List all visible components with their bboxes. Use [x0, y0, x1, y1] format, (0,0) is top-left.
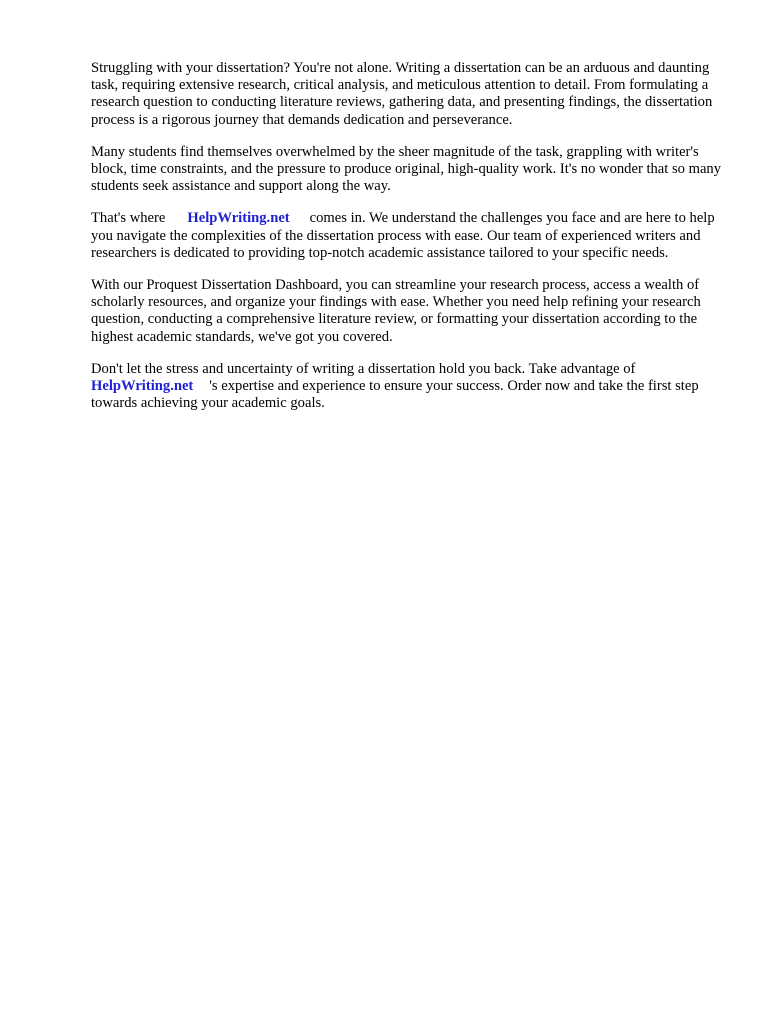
- paragraph-dashboard: With our Proquest Dissertation Dashboard, you can streamline your research process, access a wealth of scholarly resources, and organize your findings with ease. Whether you need help refining your research question, conducting a comprehensive literature review, or formatting your dissertation according to the highest academic standards, we've got you covered.: [91, 277, 701, 345]
- paragraph-call-to-action-rest: 's expertise and experience to ensure your success. Order now and take the first step towards achieving your academic goals.: [91, 378, 699, 412]
- paragraph-overwhelmed: Many students find themselves overwhelmed by the sheer magnitude of the task, grappling with writer's block, time constraints, and the pressure to produce original, high-quality work. It's no wonder that so many students seek assistance and support along the way.: [91, 143, 722, 195]
- paragraph-thats-where: [91, 210, 731, 262]
- helpwriting-link[interactable]: HelpWriting.net: [187, 210, 290, 227]
- paragraph-thats-where-lead: That's where: [91, 210, 166, 227]
- document-body: [91, 60, 731, 427]
- paragraph-call-to-action-lead: Don't let the stress and uncertainty of writing a dissertation hold you back. Take advantage of: [91, 360, 636, 377]
- paragraph-thats-where-rest: comes in. We understand the challenges you face and are here to help you navigate the complexities of the dissertation process with ease. Our team of experienced writers and researchers is dedicated to providing top-notch academic assistance tailored to your specific needs.: [91, 210, 715, 261]
- helpwriting-link-2[interactable]: HelpWriting.net: [91, 378, 194, 395]
- paragraph-call-to-action: [91, 361, 731, 413]
- paragraph-intro: Struggling with your dissertation? You're not alone. Writing a dissertation can be an arduous and daunting task, requiring extensive research, critical analysis, and meticulous attention to detail. From formulating a research question to conducting literature reviews, gathering data, and presenting findings, the dissertation process is a rigorous journey that demands dedication and perseverance.: [91, 60, 713, 128]
